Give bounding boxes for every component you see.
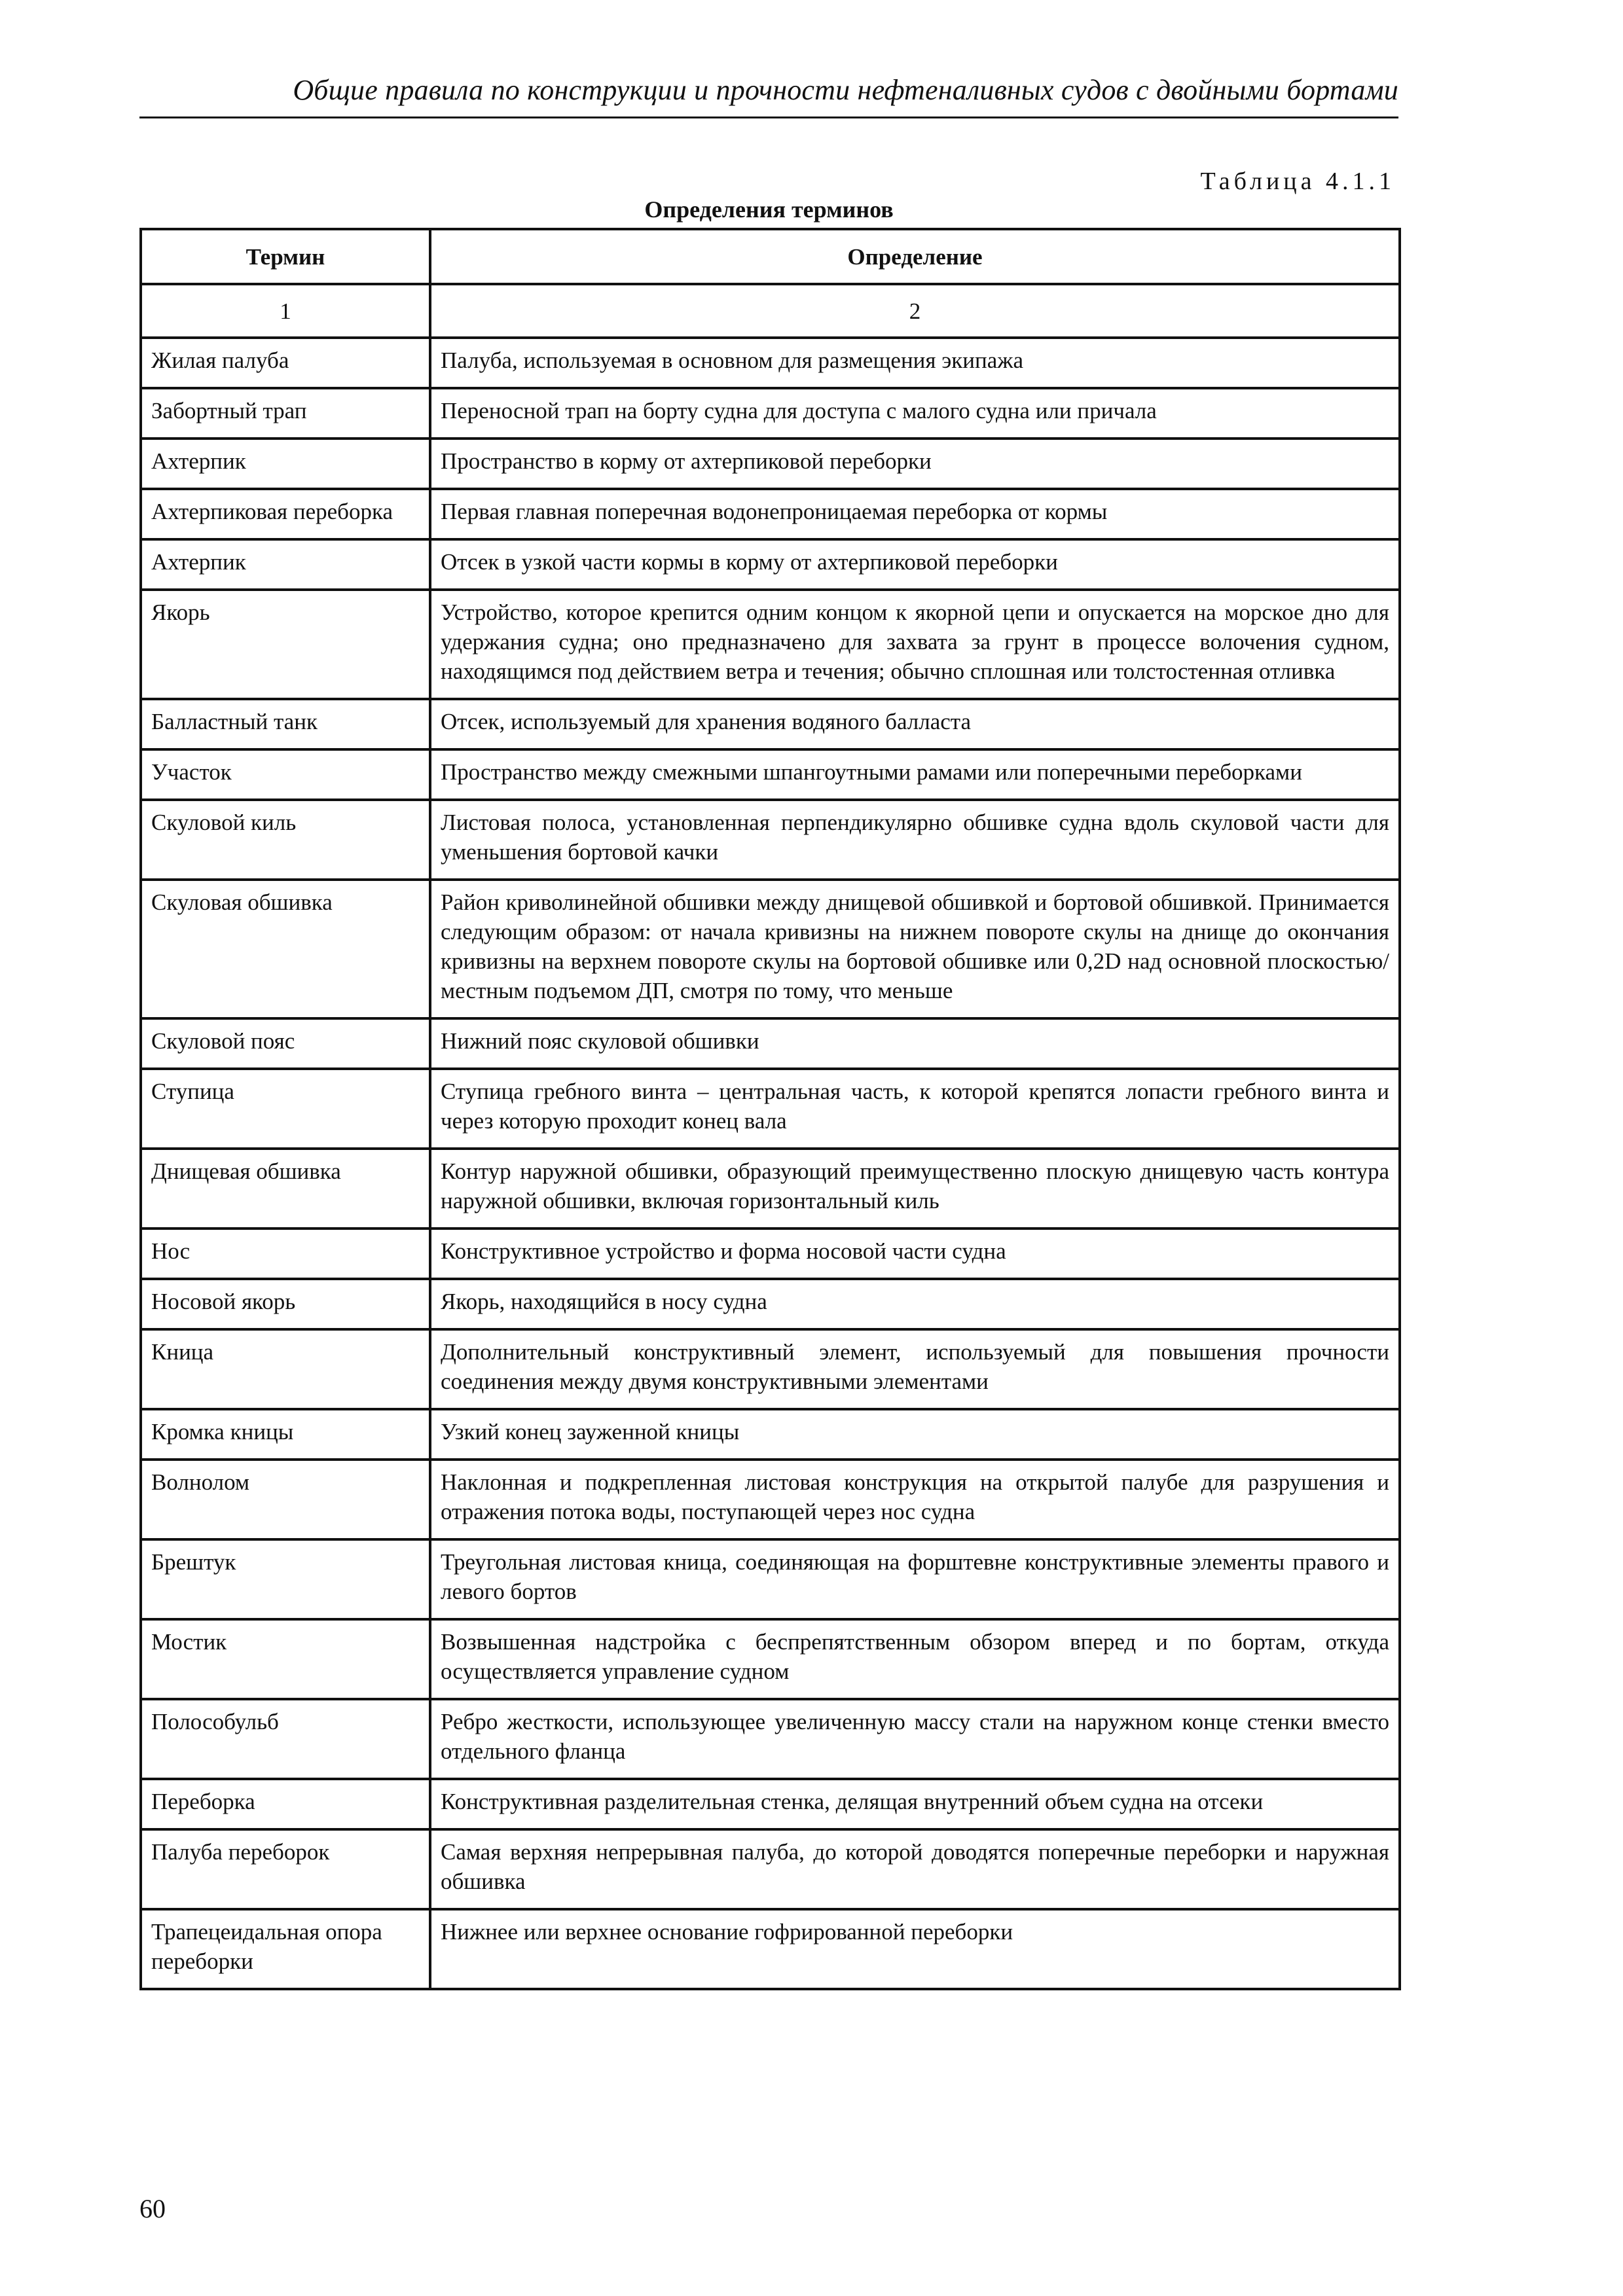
definition-cell: Переносной трап на борту судна для доступа с малого судна или причала <box>430 388 1400 439</box>
definition-cell: Контур наружной обшивки, образующий преимущественно плоскую днищевую часть контура наружной обшивки, включая горизонтальный киль <box>430 1149 1400 1229</box>
definition-cell: Конструктивная разделительная стенка, делящая внутренний объем судна на отсеки <box>430 1779 1400 1829</box>
table-row <box>141 489 1400 539</box>
definition-cell: Нижнее или верхнее основание гофрированной переборки <box>430 1909 1400 1989</box>
term-cell: Жилая палуба <box>141 338 430 388</box>
term-cell: Кница <box>141 1329 430 1409</box>
term-cell: Забортный трап <box>141 388 430 439</box>
definition-cell: Треугольная листовая кница, соединяющая на форштевне конструктивные элементы правого и левого бортов <box>430 1539 1400 1619</box>
table-row <box>141 1279 1400 1329</box>
table-row <box>141 1699 1400 1779</box>
term-cell: Ахтерпиковая переборка <box>141 489 430 539</box>
definition-cell: Самая верхняя непрерывная палуба, до которой доводятся поперечные переборки и наружная обшивка <box>430 1829 1400 1909</box>
column-header-term: Термин <box>141 229 430 284</box>
table-row <box>141 1149 1400 1229</box>
table-row <box>141 338 1400 388</box>
term-cell: Мостик <box>141 1619 430 1699</box>
table-row <box>141 1539 1400 1619</box>
table-row <box>141 439 1400 489</box>
term-cell: Якорь <box>141 590 430 699</box>
definition-cell: Палуба, используемая в основном для размещения экипажа <box>430 338 1400 388</box>
definition-cell: Пространство в корму от ахтерпиковой переборки <box>430 439 1400 489</box>
table-row <box>141 699 1400 749</box>
column-header-definition: Определение <box>430 229 1400 284</box>
definition-cell: Район криволинейной обшивки между днищевой обшивкой и бортовой обшивкой. Принимается следующим образом: от начала кривизны на нижнем повороте скулы на днище до окончания кривизны на верхнем повороте скулы на бортовой обшивке или 0,2D над основной плоскостью/местным подъемом ДП, смотря по тому, что меньше <box>430 880 1400 1018</box>
table-header-row <box>141 229 1400 284</box>
column-number-row <box>141 284 1400 338</box>
term-cell: Днищевая обшивка <box>141 1149 430 1229</box>
term-cell: Ахтерпик <box>141 439 430 489</box>
page-number: 60 <box>139 2194 166 2223</box>
definition-cell: Устройство, которое крепится одним концом к якорной цепи и опускается на морское дно для удержания судна; оно предназначено для захвата за грунт в процессе волочения судном, находящимся под действием ветра и течения; обычно сплошная или толстостенная отливка <box>430 590 1400 699</box>
definition-cell: Пространство между смежными шпангоутными рамами или поперечными переборками <box>430 749 1400 800</box>
term-cell: Скуловой пояс <box>141 1018 430 1069</box>
term-cell: Брештук <box>141 1539 430 1619</box>
table-row <box>141 800 1400 880</box>
term-cell: Кромка кницы <box>141 1409 430 1460</box>
definition-cell: Ступица гребного винта – центральная часть, к которой крепятся лопасти гребного винта и через которую проходит конец вала <box>430 1069 1400 1149</box>
term-cell: Скуловой киль <box>141 800 430 880</box>
table-row <box>141 539 1400 590</box>
table-row <box>141 1460 1400 1539</box>
term-cell: Трапецеидальная опора переборки <box>141 1909 430 1989</box>
table-row <box>141 1909 1400 1989</box>
term-cell: Волнолом <box>141 1460 430 1539</box>
definition-cell: Узкий конец зауженной кницы <box>430 1409 1400 1460</box>
column-number-1: 1 <box>141 284 430 338</box>
term-cell: Полособульб <box>141 1699 430 1779</box>
term-cell: Ахтерпик <box>141 539 430 590</box>
table-row <box>141 880 1400 1018</box>
table-row <box>141 388 1400 439</box>
term-cell: Нос <box>141 1229 430 1279</box>
table-row <box>141 1619 1400 1699</box>
table-row <box>141 1329 1400 1409</box>
definition-cell: Листовая полоса, установленная перпендикулярно обшивке судна вдоль скуловой части для уменьшения бортовой качки <box>430 800 1400 880</box>
definition-cell: Отсек, используемый для хранения водяного балласта <box>430 699 1400 749</box>
header-rule <box>139 117 1398 118</box>
definition-cell: Ребро жесткости, использующее увеличенную массу стали на наружном конце стенки вместо отдельного фланца <box>430 1699 1400 1779</box>
table-row <box>141 1229 1400 1279</box>
table-row <box>141 1829 1400 1909</box>
term-cell: Ступица <box>141 1069 430 1149</box>
table-row <box>141 590 1400 699</box>
term-cell: Переборка <box>141 1779 430 1829</box>
definition-cell: Нижний пояс скуловой обшивки <box>430 1018 1400 1069</box>
table-row <box>141 1779 1400 1829</box>
definition-cell: Наклонная и подкрепленная листовая конструкция на открытой палубе для разрушения и отражения потока воды, поступающей через нос судна <box>430 1460 1400 1539</box>
table-row <box>141 749 1400 800</box>
term-cell: Участок <box>141 749 430 800</box>
table-number: Таблица 4.1.1 <box>1200 168 1395 195</box>
terms-table <box>139 228 1401 1990</box>
column-number-2: 2 <box>430 284 1400 338</box>
table-row <box>141 1018 1400 1069</box>
term-cell: Скуловая обшивка <box>141 880 430 1018</box>
term-cell: Балластный танк <box>141 699 430 749</box>
definition-cell: Якорь, находящийся в носу судна <box>430 1279 1400 1329</box>
running-header: Общие правила по конструкции и прочности нефтеналивных судов с двойными бортами <box>293 74 1398 106</box>
definition-cell: Отсек в узкой части кормы в корму от ахтерпиковой переборки <box>430 539 1400 590</box>
table-caption: Определения терминов <box>644 196 894 223</box>
definition-cell: Первая главная поперечная водонепроницаемая переборка от кормы <box>430 489 1400 539</box>
definition-cell: Возвышенная надстройка с беспрепятственным обзором вперед и по бортам, откуда осуществляется управление судном <box>430 1619 1400 1699</box>
term-cell: Палуба переборок <box>141 1829 430 1909</box>
definition-cell: Дополнительный конструктивный элемент, используемый для повышения прочности соединения между двумя конструктивными элементами <box>430 1329 1400 1409</box>
table-row <box>141 1069 1400 1149</box>
definition-cell: Конструктивное устройство и форма носовой части судна <box>430 1229 1400 1279</box>
term-cell: Носовой якорь <box>141 1279 430 1329</box>
table-row <box>141 1409 1400 1460</box>
